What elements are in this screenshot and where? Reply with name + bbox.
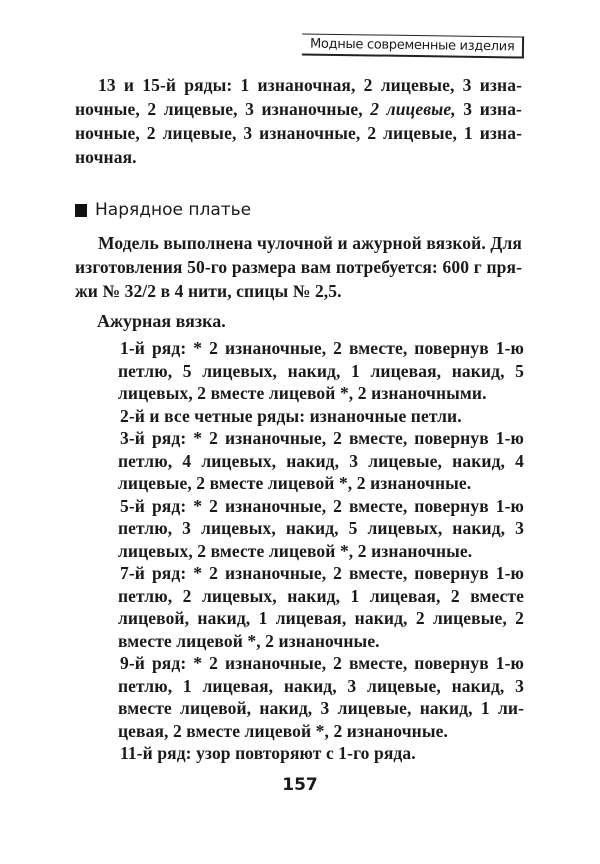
- row-line: петлю, 2 лицевых, накид, 1 лицевая, 2 вместе: [118, 585, 524, 606]
- section-heading: [75, 200, 251, 220]
- row-line: цевая, 2 вместе лицевой *, 2 изнаночные.: [118, 720, 448, 741]
- italic-text: 2 лицевые,: [370, 99, 456, 119]
- text-segment: ночные, 2 лицевые, 3 изнаночные, 2 лицевые, 1 изна-: [75, 123, 522, 143]
- row-line: лицевых, 2 вместе лицевой *, 2 изнаночные.: [118, 540, 473, 561]
- text-line: жи № 32/2 в 4 нити, спицы № 2,5.: [75, 281, 342, 301]
- square-bullet-icon: [75, 204, 87, 217]
- row-line: 3-й ряд: * 2 изнаночные, 2 вместе, повернув 1-ю: [120, 428, 524, 448]
- text-line: [75, 98, 522, 120]
- row-line: 1-й ряд: * 2 изнаночные, 2 вместе, повернув 1-ю: [120, 338, 524, 358]
- row-line: 7-й ряд: * 2 изнаночные, 2 вместе, повернув 1-ю: [120, 563, 524, 583]
- running-header: Модные современные изделия: [302, 33, 524, 58]
- row-line: лицевых, 2 вместе лицевой *, 2 изнаночными.: [118, 383, 487, 403]
- text-segment: 3 изна-: [455, 99, 522, 119]
- text-line: Модель выполнена чулочной и ажурной вязкой. Для: [98, 233, 522, 253]
- row-line: петлю, 4 лицевых, накид, 3 лицевые, накид, 4: [118, 450, 524, 471]
- row-line: 2-й и все четные ряды: изнаночные петли.: [120, 405, 462, 426]
- row-line: петлю, 3 лицевых, накид, 5 лицевых, накид, 3: [118, 518, 524, 538]
- row-line: лицевой, накид, 1 лицевая, накид, 2 лицевые, 2: [118, 608, 524, 628]
- row-line: 9-й ряд: * 2 изнаночные, 2 вместе, повернув 1-ю: [120, 653, 524, 673]
- text-segment: ночные, 2 лицевые, 3 изнаночные,: [75, 99, 371, 119]
- text-line: изготовления 50-го размера вам потребуется: 600 г пря-: [75, 257, 522, 277]
- text-line: [98, 74, 522, 96]
- text-line: [75, 146, 137, 168]
- subheading-openwork: Ажурная вязка.: [97, 311, 226, 331]
- row-line: 5-й ряд: * 2 изнаночные, 2 вместе, повернув 1-ю: [120, 495, 524, 516]
- row-line: лицевые, 2 вместе лицевой *, 2 изнаночные.: [118, 473, 472, 493]
- text-line: [75, 122, 522, 144]
- row-line: вместе лицевой, накид, 3 лицевые, накид, 1 ли-: [118, 698, 524, 718]
- text-segment: 13 и 15-й ряды: 1 изнаночная, 2 лицевые, 3 изна-: [98, 75, 522, 95]
- row-line: вместе лицевой *, 2 изнаночные.: [118, 630, 380, 651]
- row-line: 11-й ряд: узор повторяют с 1-го ряда.: [120, 743, 416, 763]
- row-line: петлю, 1 лицевая, накид, 3 лицевые, накид, 3: [118, 675, 524, 696]
- section-title: Нарядное платье: [95, 200, 252, 220]
- row-line: петлю, 5 лицевых, накид, 1 лицевая, накид, 5: [118, 360, 524, 381]
- text-segment: ночная.: [75, 147, 137, 167]
- page-number: 157: [282, 775, 318, 795]
